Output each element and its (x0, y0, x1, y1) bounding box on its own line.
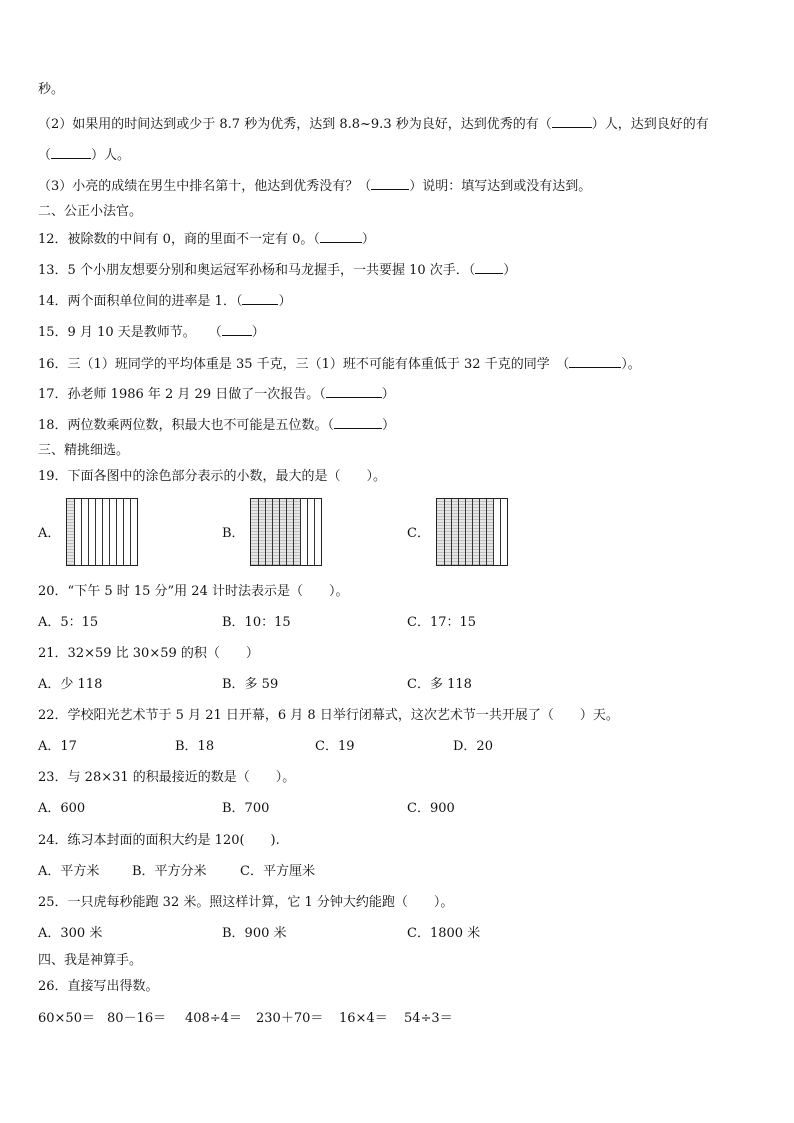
column-divider (116, 499, 117, 565)
q23-option-c[interactable]: C．900 (407, 801, 455, 816)
shaded-column (479, 499, 486, 565)
answer-blank[interactable] (569, 355, 621, 368)
column-divider (102, 499, 103, 565)
calc-item[interactable]: 16×4＝ (339, 1011, 388, 1026)
option-b-label[interactable]: B． (222, 526, 245, 541)
question-18: 18．两位数乘两位数，积最大也不可能是五位数。（ ） (38, 418, 396, 433)
column-divider (293, 499, 294, 565)
calc-item[interactable]: 80－16＝ (107, 1011, 167, 1026)
column-divider (265, 499, 266, 565)
shaded-column (458, 499, 465, 565)
section-3-title: 三、精挑细选。 (38, 443, 130, 458)
column-divider (479, 499, 480, 565)
shaded-column (286, 499, 293, 565)
question-22: 22．学校阳光艺术节于 5 月 21 日开幕，6 月 8 日举行闭幕式，这次艺术节一共开展了（ ）天。 (38, 708, 619, 723)
figure-c (436, 498, 508, 566)
column-divider (500, 499, 501, 565)
section-2-title: 二、公正小法官。 (38, 204, 143, 219)
q24-option-b[interactable]: B．平方分米 (132, 864, 207, 879)
answer-blank[interactable] (334, 416, 382, 429)
column-divider (458, 499, 459, 565)
q22-option-b[interactable]: B．18 (175, 739, 215, 754)
column-divider (74, 499, 75, 565)
shaded-column (472, 499, 479, 565)
column-divider (286, 499, 287, 565)
question-12: 12．被除数的中间有 0，商的里面不一定有 0。（ ） (38, 232, 375, 247)
column-divider (88, 499, 89, 565)
shaded-column (465, 499, 472, 565)
section-4-title: 四、我是神算手。 (38, 953, 143, 968)
question-20: 20．“下午 5 时 15 分”用 24 计时法表示是（ ）。 (38, 584, 349, 599)
q20-option-a[interactable]: A．5：15 (38, 615, 99, 630)
q23-option-a[interactable]: A．600 (38, 801, 86, 816)
column-divider (95, 499, 96, 565)
column-divider (81, 499, 82, 565)
shaded-column (486, 499, 493, 565)
q11-part3: （3）小亮的成绩在男生中排名第十，他达到优秀没有？（ ）说明：填写达到或没有达到。 (38, 179, 592, 194)
column-divider (314, 499, 315, 565)
question-26: 26．直接写出得数。 (38, 979, 159, 994)
answer-blank[interactable] (371, 177, 409, 190)
option-c-label[interactable]: C． (407, 526, 430, 541)
q23-option-b[interactable]: B．700 (222, 801, 270, 816)
column-divider (493, 499, 494, 565)
question-16: 16．三（1）班同学的平均体重是 35 千克，三（1）班不可能有体重低于 32 千克的同学 （ ）。 (38, 357, 641, 372)
question-24: 24．练习本封面的面积大约是 120( ). (38, 833, 280, 848)
q22-option-d[interactable]: D．20 (453, 739, 493, 754)
question-25: 25．一只虎每秒能跑 32 米。照这样计算，它 1 分钟大约能跑（ ）。 (38, 895, 454, 910)
column-divider (258, 499, 259, 565)
answer-blank[interactable] (320, 230, 362, 243)
q22-option-c[interactable]: C．19 (315, 739, 355, 754)
column-divider (123, 499, 124, 565)
shaded-column (279, 499, 286, 565)
column-divider (109, 499, 110, 565)
calc-item[interactable]: 408÷4＝ (185, 1011, 242, 1026)
shaded-column (265, 499, 272, 565)
q24-option-c[interactable]: C．平方厘米 (240, 864, 315, 879)
calc-item[interactable]: 60×50＝ (38, 1011, 95, 1026)
q21-option-a[interactable]: A．少 118 (38, 677, 103, 692)
question-15: 15．9 月 10 天是教师节。 （ ） (38, 325, 265, 340)
answer-blank[interactable] (222, 323, 252, 336)
shaded-column (251, 499, 258, 565)
column-divider (451, 499, 452, 565)
question-13: 13．5 个小朋友想要分别和奥运冠军孙杨和马龙握手，一共要握 10 次手．（ ） (38, 263, 517, 278)
column-divider (444, 499, 445, 565)
option-a-label[interactable]: A． (38, 526, 61, 541)
q11-continuation: 秒。 (38, 82, 65, 97)
question-17: 17．孙老师 1986 年 2 月 29 日做了一次报告。（ ） (38, 387, 395, 402)
q24-option-a[interactable]: A．平方米 (38, 864, 100, 879)
q11-part2: （2）如果用的时间达到或少于 8.7 秒为优秀，达到 8.8~9.3 秒为良好，达到优秀的有（ ）人，达到良好的有 (38, 117, 709, 132)
shaded-column (272, 499, 279, 565)
q25-option-c[interactable]: C．1800 米 (407, 926, 481, 941)
q20-option-c[interactable]: C．17：15 (407, 615, 477, 630)
q25-option-a[interactable]: A．300 米 (38, 926, 103, 941)
column-divider (130, 499, 131, 565)
shaded-column (451, 499, 458, 565)
answer-blank[interactable] (51, 146, 91, 159)
q21-option-c[interactable]: C．多 118 (407, 677, 472, 692)
q21-option-b[interactable]: B．多 59 (222, 677, 279, 692)
calc-item[interactable]: 54÷3＝ (404, 1011, 453, 1026)
answer-blank[interactable] (552, 115, 592, 128)
q11-part2-cont: （ ）人。 (38, 148, 131, 163)
q20-option-b[interactable]: B．10：15 (222, 615, 291, 630)
column-divider (300, 499, 301, 565)
question-23: 23．与 28×31 的积最接近的数是（ ）。 (38, 770, 296, 785)
column-divider (465, 499, 466, 565)
figure-a (66, 498, 138, 566)
question-21: 21．32×59 比 30×59 的积（ ） (38, 646, 259, 661)
column-divider (272, 499, 273, 565)
shaded-column (258, 499, 265, 565)
figure-b (250, 498, 322, 566)
question-19: 19．下面各图中的涂色部分表示的小数，最大的是（ ）。 (38, 469, 387, 484)
q25-option-b[interactable]: B．900 米 (222, 926, 287, 941)
column-divider (307, 499, 308, 565)
calc-item[interactable]: 230＋70＝ (256, 1011, 324, 1026)
column-divider (472, 499, 473, 565)
shaded-column (444, 499, 451, 565)
answer-blank[interactable] (475, 261, 503, 274)
shaded-column (293, 499, 300, 565)
shaded-column (67, 499, 74, 565)
answer-blank[interactable] (242, 292, 278, 305)
column-divider (486, 499, 487, 565)
question-14: 14．两个面积单位间的进率是 1．（ ） (38, 294, 292, 309)
answer-blank[interactable] (326, 385, 382, 398)
column-divider (279, 499, 280, 565)
shaded-column (437, 499, 444, 565)
q22-option-a[interactable]: A．17 (38, 739, 77, 754)
